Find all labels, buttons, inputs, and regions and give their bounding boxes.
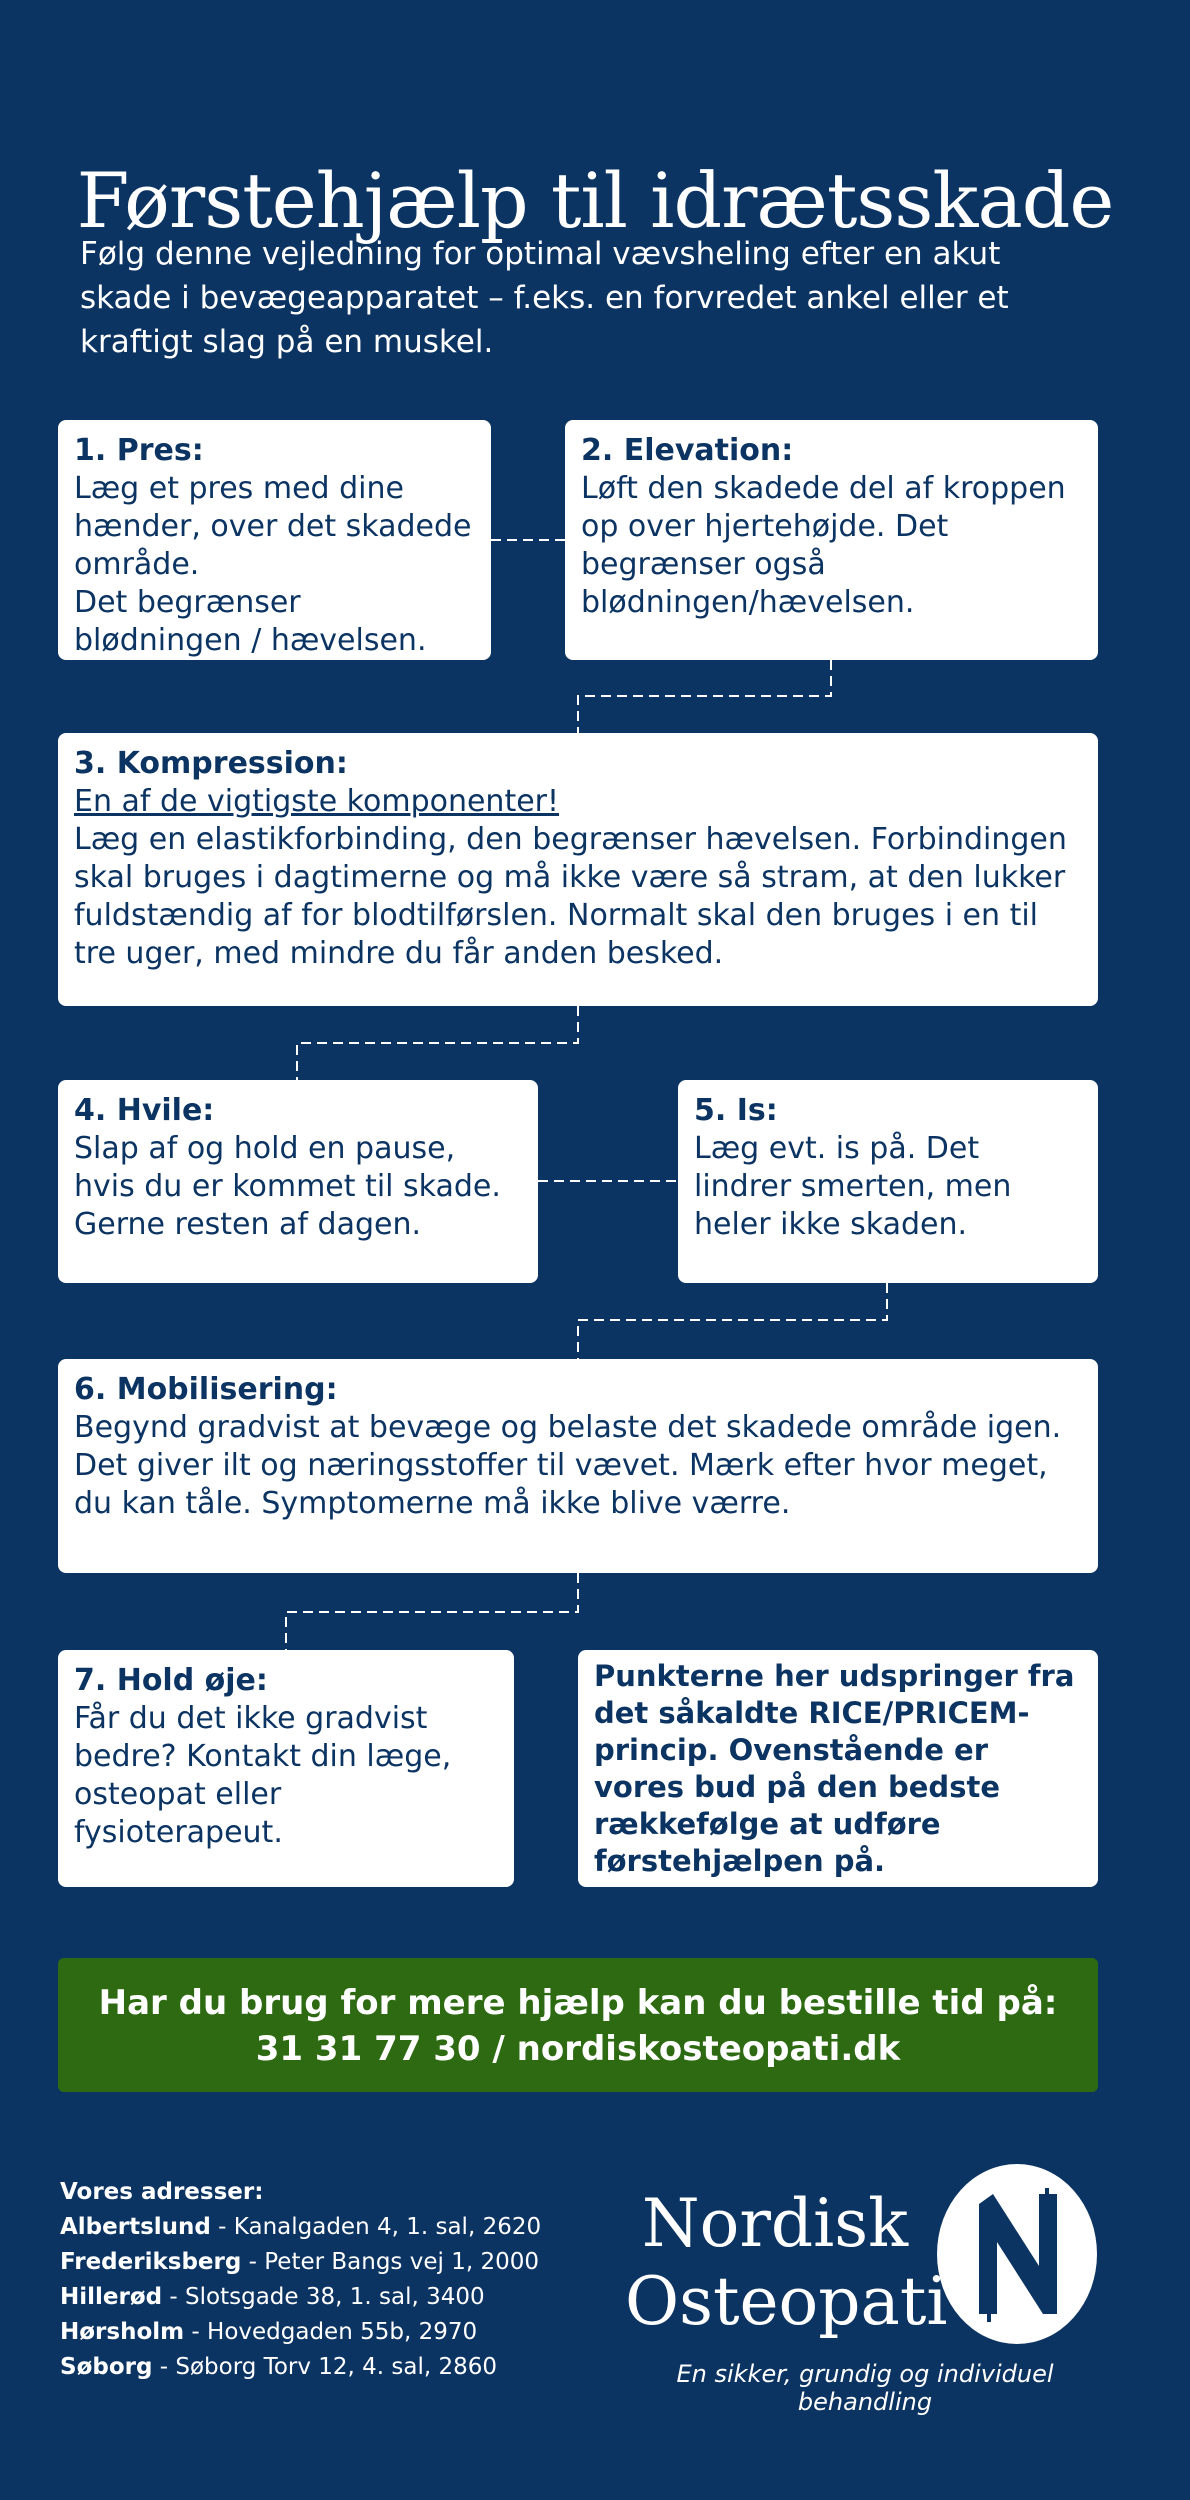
intro-text: Følg denne vejledning for optimal vævsheling efter en akut skade i bevægeapparatet – f.eks. en forvredet ankel eller et kraftigt slag på en muskel.: [80, 236, 1009, 360]
brand-logo-icon: [935, 2162, 1100, 2347]
booking-text: Har du brug for mere hjælp kan du bestille tid på:: [98, 1983, 1058, 2023]
rice-note-text: Punkterne her udspringer fra det såkaldte RICE/PRICEM-princip. Ovenstående er vores bud på den bedste rækkefølge at udføre førstehjælpen på.: [594, 1659, 1075, 1878]
brand-logo-text: [625, 2185, 948, 2341]
step-heading: 2. Elevation:: [581, 433, 794, 468]
step-card-elevation: [565, 420, 1098, 660]
address-city: Søborg: [60, 2354, 153, 2380]
brand-tagline: En sikker, grundig og individuel behandling: [676, 2360, 1054, 2416]
step-heading: 1. Pres:: [74, 433, 204, 468]
step-heading: 3. Kompression:: [74, 746, 348, 781]
step-heading: 4. Hvile:: [74, 1093, 215, 1128]
address-item: [60, 2350, 580, 2385]
step-heading: 5. Is:: [694, 1093, 778, 1128]
step-body: Læg evt. is på. Det lindrer smerten, men heler ikke skaden.: [694, 1131, 1012, 1242]
address-city: Hørsholm: [60, 2319, 185, 2345]
step-card-hvile: [58, 1080, 538, 1283]
address-street: - Slotsgade 38, 1. sal, 3400: [162, 2284, 485, 2310]
address-street: - Peter Bangs vej 1, 2000: [241, 2249, 539, 2275]
address-list: [60, 2175, 580, 2385]
address-title: Vores adresser:: [60, 2179, 264, 2205]
step-card-pres: [58, 420, 491, 660]
step-subheading: En af de vigtigste komponenter!: [74, 784, 560, 819]
brand-name-line2: Osteopati: [625, 2263, 948, 2340]
booking-banner: [58, 1958, 1098, 2092]
rice-note-card: [578, 1650, 1098, 1887]
address-city: Frederiksberg: [60, 2249, 242, 2275]
address-item: [60, 2210, 580, 2245]
step-card-hold-oje: [58, 1650, 514, 1887]
address-item: [60, 2280, 580, 2315]
step-card-kompression: [58, 733, 1098, 1006]
address-item: [60, 2245, 580, 2280]
connector-6-7: [286, 1573, 578, 1650]
connector-3-4: [297, 1006, 578, 1080]
step-card-mobilisering: [58, 1359, 1098, 1573]
page-title: Førstehjælp til idrætsskade: [76, 155, 1114, 245]
brand-name-line1: Nordisk: [641, 2185, 909, 2262]
address-item: [60, 2315, 580, 2350]
step-body: Slap af og hold en pause, hvis du er kommet til skade. Gerne resten af dagen.: [74, 1131, 501, 1242]
step-heading: 7. Hold øje:: [74, 1663, 268, 1698]
step-body: Løft den skadede del af kroppen op over hjertehøjde. Det begrænser også blødningen/hævelsen.: [581, 471, 1066, 620]
step-body: Læg et pres med dine hænder, over det skadede område. Det begrænser blødningen / hævelsen.: [74, 471, 472, 658]
connector-2-3: [578, 660, 831, 733]
step-body: Begynd gradvist at bevæge og belaste det skadede område igen. Det giver ilt og næringsstoffer til vævet. Mærk efter hvor meget, du kan tåle. Symptomerne må ikke blive værre.: [74, 1410, 1062, 1521]
address-street: - Kanalgaden 4, 1. sal, 2620: [210, 2214, 542, 2240]
address-street: - Søborg Torv 12, 4. sal, 2860: [152, 2354, 498, 2380]
address-city: Albertslund: [60, 2214, 211, 2240]
address-street: - Hovedgaden 55b, 2970: [184, 2319, 478, 2345]
connector-5-6: [578, 1283, 887, 1359]
address-city: Hillerød: [60, 2284, 163, 2310]
booking-contact[interactable]: 31 31 77 30 / nordiskosteopati.dk: [255, 2029, 901, 2069]
step-card-is: [678, 1080, 1098, 1283]
step-heading: 6. Mobilisering:: [74, 1372, 338, 1407]
step-body: Får du det ikke gradvist bedre? Kontakt din læge, osteopat eller fysioterapeut.: [74, 1701, 452, 1850]
step-body: Læg en elastikforbinding, den begrænser hævelsen. Forbindingen skal bruges i dagtimerne og må ikke være så stram, at den lukker fuldstændig af for blodtilførslen. Normalt skal den bruges i en til tre uger, med mindre du får anden besked.: [74, 822, 1067, 971]
